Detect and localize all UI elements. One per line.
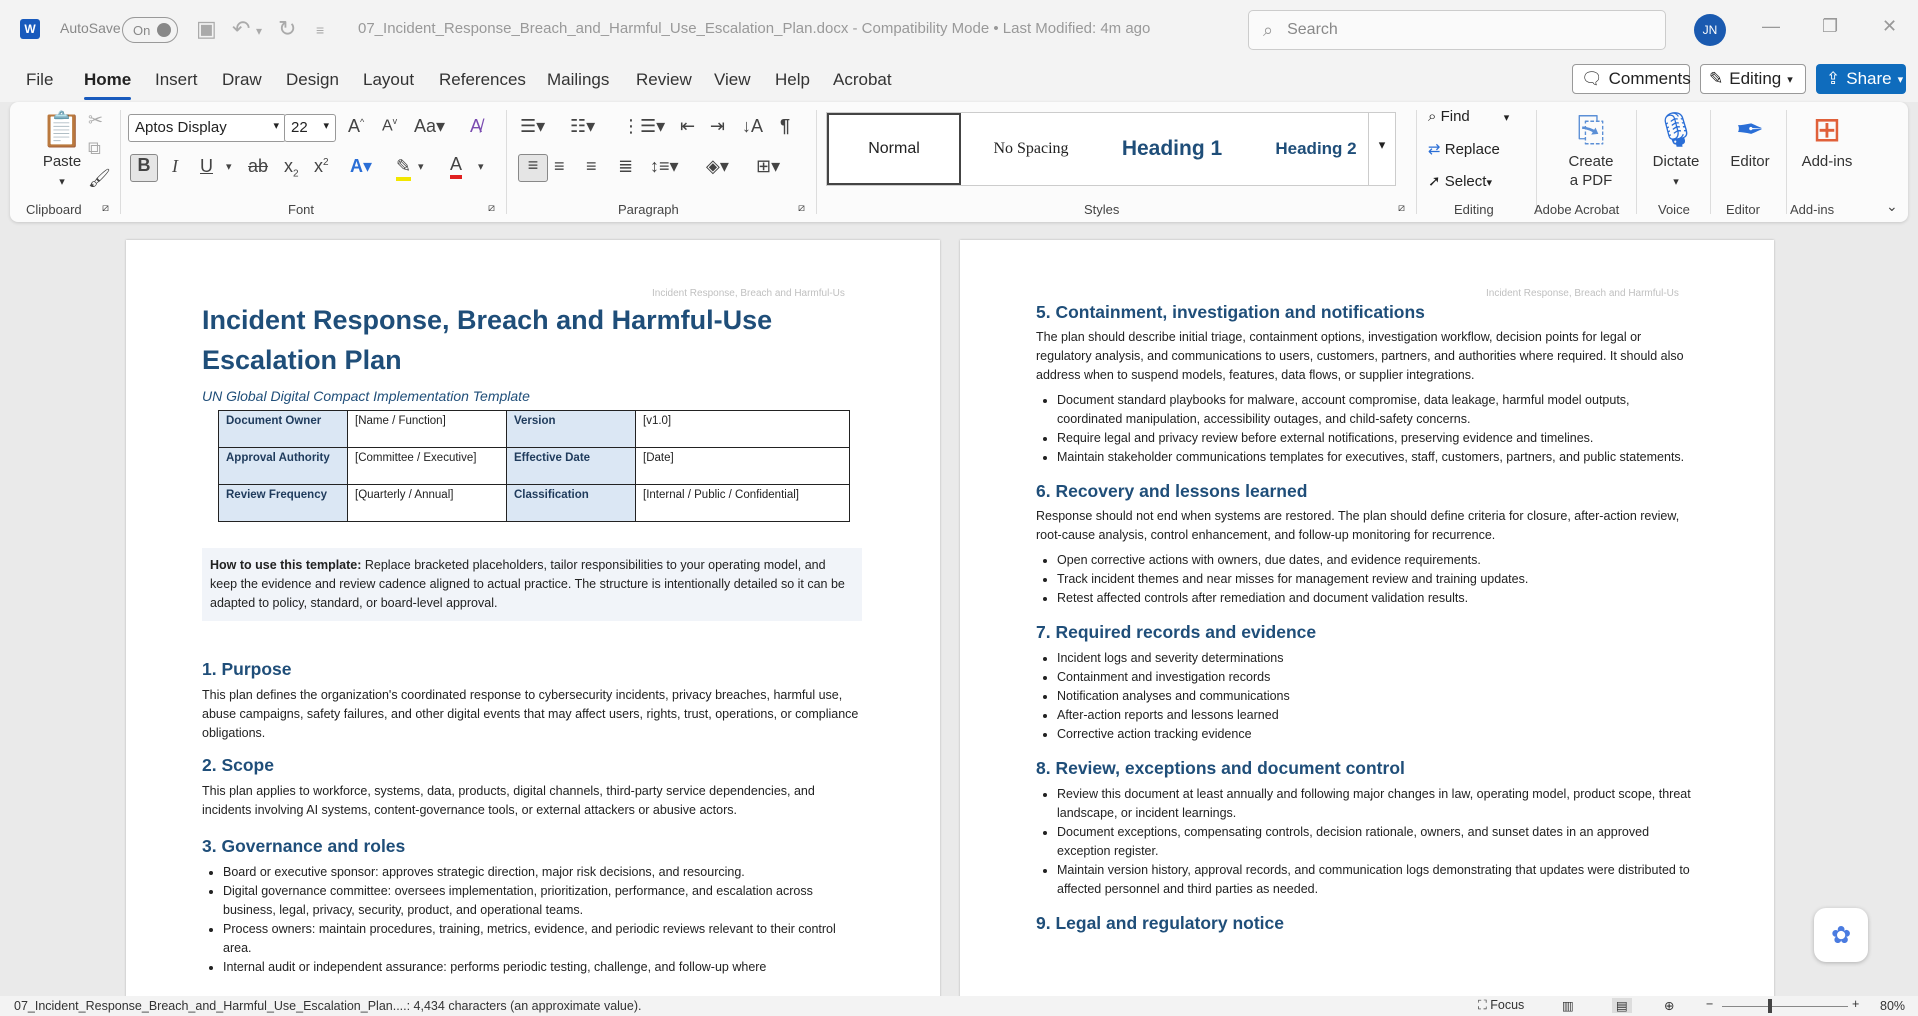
tab-acrobat[interactable]: Acrobat — [833, 70, 892, 89]
autosave-state: On — [133, 22, 151, 38]
table-row — [219, 448, 850, 485]
editing-mode-button[interactable] — [1700, 64, 1806, 94]
word-logo-icon: W — [20, 19, 40, 39]
find-label: Find — [1440, 108, 1470, 125]
numbering-icon[interactable]: ☷▾ — [570, 116, 596, 136]
separator — [1536, 110, 1537, 214]
list-item: • Maintain stakeholder communications templates for executives, staff, customers, partners, and public statements. — [1057, 448, 1696, 467]
word-count-status[interactable]: 07_Incident_Response_Breach_and_Harmful_Use_Escalation_Plan....: 4,434 characters (an approximate value). — [14, 999, 642, 1013]
web-layout-icon[interactable]: ⊕ — [1664, 999, 1675, 1013]
list-item: • Corrective action tracking evidence — [1057, 725, 1696, 744]
zoom-out-icon[interactable]: − — [1706, 997, 1714, 1011]
create-pdf-label: Create — [1568, 153, 1614, 170]
align-center-icon[interactable]: ≡ — [554, 156, 565, 176]
borders-icon[interactable]: ⊞▾ — [756, 156, 781, 176]
chevron-down-icon[interactable]: ▾ — [226, 161, 232, 173]
save-icon[interactable]: ▣ — [196, 16, 217, 41]
table-cell: Document Owner — [219, 411, 348, 448]
autosave-label: AutoSave — [60, 20, 121, 36]
list-item: • Incident logs and severity determinations — [1057, 649, 1696, 668]
replace-label: Replace — [1444, 141, 1500, 158]
pdf-icon: ⎘ — [1577, 111, 1605, 149]
shading-icon[interactable]: ◈▾ — [706, 156, 729, 176]
list-item: • Document exceptions, compensating controls, decision rationale, owners, and sunset dates in an approved exception register. — [1057, 823, 1696, 861]
editor-label: Editor — [1730, 153, 1770, 170]
share-button[interactable] — [1816, 64, 1906, 94]
collapse-ribbon-icon[interactable]: ⌄ — [1886, 198, 1898, 214]
copilot-icon: ✿ — [1830, 921, 1852, 949]
create-pdf-button[interactable] — [1546, 108, 1636, 190]
how-to-label: How to use this template: — [210, 558, 362, 572]
font-name-value: Aptos Display — [135, 119, 227, 136]
editing-group-label: Editing — [1454, 202, 1494, 217]
font-size-value: 22 — [291, 119, 308, 136]
section-heading: 3. Governance and roles — [202, 836, 406, 856]
list-item: • Review this document at least annually and following major changes in law, operating model, product scope, threat landscape, or incident learnings. — [1057, 785, 1696, 823]
list-item: • Require legal and privacy review before external notifications, preserving evidence and timelines. — [1057, 429, 1696, 448]
add-ins-group-label: Add-ins — [1790, 202, 1835, 217]
paragraph-launcher-icon[interactable]: ⧄ — [798, 202, 805, 214]
page-header: Incident Response, Breach and Harmful-Us — [1486, 288, 1679, 299]
section-heading: 6. Recovery and lessons learned — [1036, 481, 1308, 501]
copilot-button[interactable] — [1814, 908, 1868, 962]
list-item: • Digital governance committee: oversees implementation, prioritization, performance, and escalation across business, legal, privacy, security, product, and operational teams. — [223, 882, 862, 920]
document-subtitle: UN Global Digital Compact Implementation Template — [202, 388, 530, 404]
copy-icon[interactable]: ⧉ — [88, 138, 101, 158]
table-cell: [Name / Function] — [348, 411, 507, 448]
read-mode-icon[interactable]: ▥ — [1562, 999, 1574, 1013]
close-icon[interactable]: ✕ — [1882, 16, 1898, 36]
dictate-label: Dictate — [1652, 153, 1700, 170]
section-heading: 2. Scope — [202, 755, 274, 775]
font-launcher-icon[interactable]: ⧄ — [488, 202, 495, 214]
list-item: • Containment and investigation records — [1057, 668, 1696, 687]
document-page-1 — [126, 240, 940, 1000]
styles-group-label: Styles — [1084, 202, 1120, 217]
list-item: • After-action reports and lessons learned — [1057, 706, 1696, 725]
undo-dropdown-icon[interactable]: ▾ — [256, 24, 263, 38]
editor-pen-icon: ✒ — [1735, 111, 1765, 149]
bullet-list — [1036, 391, 1696, 467]
chevron-down-icon: ▾ — [1897, 73, 1904, 86]
focus-label: Focus — [1490, 998, 1525, 1012]
strikethrough-icon[interactable]: ab — [248, 156, 269, 176]
document-title[interactable]: 07_Incident_Response_Breach_and_Harmful_Use_Escalation_Plan.docx - Compatibility Mode • Last Modified: 4m ago — [358, 20, 1151, 37]
multilevel-list-icon[interactable]: ⋮☰▾ — [622, 116, 666, 136]
add-ins-grid-icon: ⊞ — [1812, 111, 1842, 149]
focus-icon: ⛶ — [1478, 998, 1487, 1012]
separator — [506, 110, 507, 214]
acrobat-group-label: Adobe Acrobat — [1534, 202, 1620, 217]
page-header: Incident Response, Breach and Harmful-Us — [652, 288, 845, 299]
list-item: • Board or executive sponsor: approves strategic direction, major risk decisions, and resourcing. — [223, 863, 862, 882]
how-to-note — [202, 548, 862, 621]
zoom-level[interactable]: 80% — [1880, 999, 1906, 1013]
table-cell: Review Frequency — [219, 485, 348, 522]
tab-draw[interactable]: Draw — [222, 70, 262, 89]
table-row — [219, 485, 850, 522]
list-item: • Process owners: maintain procedures, training, metrics, evidence, and periodic reviews relevant to their control area. — [223, 920, 862, 958]
table-row — [219, 411, 850, 448]
share-label: Share — [1846, 69, 1892, 88]
restore-icon[interactable]: ❐ — [1822, 16, 1839, 36]
section-heading: 5. Containment, investigation and notifications — [1036, 302, 1425, 322]
bullet-list — [1036, 649, 1696, 744]
select-label: Select — [1444, 173, 1487, 190]
tab-mailings[interactable]: Mailings — [547, 70, 610, 89]
section-heading: 1. Purpose — [202, 659, 292, 679]
table-cell: [Date] — [636, 448, 850, 485]
paragraph: This plan defines the organization's coordinated response to cybersecurity incidents, privacy breaches, harmful use, abuse campaigns, safety failures, and other digital events that may affect users, rights, trust, operations, or compliance obligations. — [202, 688, 859, 740]
style-heading-1[interactable]: Heading 1 — [1121, 137, 1223, 160]
clipboard-group-label: Clipboard — [26, 202, 82, 217]
focus-button[interactable] — [1478, 998, 1524, 1013]
editor-group-label: Editor — [1726, 202, 1760, 217]
separator — [816, 110, 817, 214]
comments-button[interactable] — [1572, 64, 1690, 94]
tab-insert[interactable]: Insert — [155, 70, 198, 89]
microphone-icon: 🎙 — [1654, 111, 1698, 149]
table-cell: [Internal / Public / Confidential] — [636, 485, 850, 522]
create-pdf-label-2: a PDF — [1569, 172, 1613, 189]
paragraph: Response should not end when systems are restored. The plan should define criteria for closure, after-action review, root-cause analysis, control enhancement, and follow-up monitoring for recurrence. — [1036, 509, 1680, 542]
table-cell: [Quarterly / Annual] — [348, 485, 507, 522]
styles-more-button[interactable] — [1368, 112, 1396, 186]
tab-view[interactable]: View — [714, 70, 751, 89]
chevron-down-icon[interactable]: ▾ — [478, 161, 484, 173]
increase-indent-icon[interactable]: ⇥ — [710, 116, 726, 136]
tab-home[interactable]: Home — [84, 70, 132, 89]
italic-icon[interactable]: I — [172, 156, 178, 176]
styles-launcher-icon[interactable]: ⧄ — [1398, 202, 1405, 214]
tab-layout[interactable]: Layout — [363, 70, 415, 89]
customize-toolbar-icon[interactable]: ≡ — [316, 22, 325, 38]
chevron-down-icon[interactable]: ▾ — [418, 161, 424, 173]
status-bar — [0, 996, 1918, 1016]
list-item: • Notification analyses and communications — [1057, 687, 1696, 706]
paragraph-group-label: Paragraph — [618, 202, 679, 217]
list-item: • Maintain version history, approval records, and communication logs demonstrating that updates were distributed to affected personnel and third parties as needed. — [1057, 861, 1696, 899]
title-bar — [0, 0, 1918, 58]
grow-font-icon[interactable]: A^ — [348, 116, 365, 136]
search-box[interactable] — [1248, 10, 1666, 50]
chevron-down-icon: ▾ — [1503, 112, 1510, 124]
show-formatting-icon[interactable]: ¶ — [780, 116, 791, 136]
highlight-icon[interactable]: ✎ — [396, 156, 411, 181]
style-heading-2[interactable]: Heading 2 — [1275, 139, 1357, 158]
editing-label: Editing — [1729, 69, 1782, 88]
section-heading: 9. Legal and regulatory notice — [1036, 913, 1284, 933]
align-left-icon[interactable]: ≡ — [518, 154, 548, 182]
replace-icon: ⇄ — [1428, 141, 1441, 158]
undo-icon[interactable]: ↶ — [232, 16, 251, 41]
section-heading: 7. Required records and evidence — [1036, 622, 1317, 642]
clipboard-launcher-icon[interactable]: ⧄ — [102, 202, 109, 214]
font-group-label: Font — [288, 202, 315, 217]
list-item: • Open corrective actions with owners, due dates, and evidence requirements. — [1057, 551, 1696, 570]
font-size-select[interactable] — [284, 114, 336, 142]
tab-design[interactable]: Design — [286, 70, 339, 89]
comment-icon: 🗨 — [1581, 69, 1603, 88]
zoom-slider-handle[interactable] — [1768, 999, 1772, 1013]
bold-icon[interactable]: B — [130, 154, 158, 182]
bullet-list — [1036, 785, 1696, 899]
text-effects-icon[interactable]: A▾ — [350, 156, 373, 176]
table-cell: [v1.0] — [636, 411, 850, 448]
separator — [1786, 110, 1787, 214]
print-layout-icon[interactable]: ▤ — [1612, 998, 1632, 1013]
font-name-select[interactable] — [128, 114, 286, 142]
table-cell: Effective Date — [507, 448, 636, 485]
table-cell: Classification — [507, 485, 636, 522]
voice-group-label: Voice — [1658, 202, 1690, 217]
tab-review[interactable]: Review — [636, 70, 692, 89]
how-to-text: Replace bracketed placeholders, tailor responsibilities to your operating model, and keep the evidence and review cadence aligned to actual practice. The structure is intentionally detailed so it can be adapted to policy, standard, or board-level approval. — [210, 558, 845, 610]
select-button[interactable] — [1428, 172, 1492, 190]
font-color-icon[interactable]: A — [450, 154, 462, 179]
list-item: • Document standard playbooks for malware, account compromise, data leakage, harmful model outputs, coordinated manipulation, accessibility outages, and child-safety concerns. — [1057, 391, 1696, 429]
paste-button[interactable]: 📋 Paste ▾ — [30, 108, 94, 192]
document-page-2 — [960, 240, 1774, 1000]
bullet-list — [202, 863, 862, 977]
change-case-icon[interactable]: Aa▾ — [414, 116, 446, 136]
comments-label: Comments — [1608, 69, 1691, 88]
table-cell: Approval Authority — [219, 448, 348, 485]
search-icon: ⌕ — [1263, 19, 1274, 40]
cursor-icon: ➚ — [1428, 173, 1441, 190]
metadata-table — [218, 410, 850, 522]
align-right-icon[interactable]: ≡ — [586, 156, 597, 176]
separator — [120, 110, 121, 214]
zoom-slider-track[interactable] — [1722, 1006, 1848, 1007]
add-ins-label: Add-ins — [1801, 153, 1853, 170]
chevron-down-icon: ▾ — [1378, 137, 1386, 152]
separator — [1416, 110, 1417, 214]
list-item: • Track incident themes and near misses for management review and training updates. — [1057, 570, 1696, 589]
styles-gallery — [826, 112, 1386, 186]
document-title-line-2: Escalation Plan — [202, 345, 402, 375]
share-icon: ⇪ — [1826, 69, 1841, 88]
paragraph: This plan applies to workforce, systems, data, products, digital channels, third-party service dependencies, and incidents involving AI systems, content-governance tools, or external attackers or abusive actors. — [202, 784, 815, 817]
cut-icon[interactable]: ✂ — [88, 110, 104, 130]
clipboard-icon: 📋 — [40, 111, 84, 149]
chevron-down-icon: ▾ — [323, 120, 329, 132]
list-item: • Retest affected controls after remediation and document validation results. — [1057, 589, 1696, 608]
find-button[interactable] — [1428, 108, 1509, 125]
underline-icon[interactable]: U — [200, 156, 213, 176]
subscript-icon[interactable]: $x_2$ — [284, 156, 299, 180]
search-placeholder: Search — [1287, 21, 1338, 38]
editor-button[interactable] — [1718, 108, 1782, 171]
tab-help[interactable]: Help — [775, 70, 810, 89]
justify-icon[interactable]: ≣ — [618, 156, 634, 176]
add-ins-button[interactable] — [1792, 108, 1862, 171]
avatar[interactable]: JN — [1694, 14, 1726, 46]
dictate-button[interactable]: 🎙 Dictate ▾ — [1646, 108, 1706, 192]
section-heading: 8. Review, exceptions and document control — [1036, 758, 1405, 778]
superscript-icon[interactable]: $x^2$ — [314, 156, 329, 176]
chevron-down-icon: ▾ — [1486, 177, 1492, 189]
pencil-icon: ✎ — [1709, 69, 1724, 88]
paragraph: The plan should describe initial triage, containment options, investigation workflow, decision points for legal or regulatory analysis, and communications to users, customers, partners, and authorities where required. It should also address when to suspend models, features, data flows, or supplier integrations. — [1036, 330, 1684, 382]
shrink-font-icon[interactable]: $A^v$ — [382, 116, 398, 135]
line-spacing-icon[interactable]: ↕≡▾ — [650, 156, 679, 176]
chevron-down-icon: ▾ — [1787, 73, 1793, 86]
table-cell: [Committee / Executive] — [348, 448, 507, 485]
separator — [1710, 110, 1711, 214]
tab-file[interactable]: File — [26, 70, 54, 89]
document-title-line-1: Incident Response, Breach and Harmful-Use — [202, 305, 773, 335]
separator — [1636, 110, 1637, 214]
paste-label: Paste — [42, 153, 82, 170]
zoom-in-icon[interactable]: + — [1852, 997, 1860, 1011]
redo-icon[interactable]: ↻ — [278, 16, 297, 41]
search-icon: ⌕ — [1428, 108, 1437, 125]
chevron-down-icon: ▾ — [273, 120, 279, 132]
autosave-toggle[interactable] — [122, 17, 178, 43]
bullet-list — [1036, 551, 1696, 608]
tab-references[interactable]: References — [439, 70, 526, 89]
clear-formatting-icon[interactable]: A̸ — [470, 116, 483, 136]
minimize-icon[interactable]: — — [1762, 16, 1780, 36]
ribbon — [10, 102, 1908, 222]
format-painter-icon[interactable]: 🖌 — [88, 168, 111, 188]
bullets-icon[interactable]: ☰▾ — [520, 116, 546, 136]
decrease-indent-icon[interactable]: ⇤ — [680, 116, 696, 136]
table-cell: Version — [507, 411, 636, 448]
sort-icon[interactable]: ↓A — [742, 116, 764, 136]
list-item: • Internal audit or independent assurance: performs periodic testing, challenge, and follow-up where — [223, 958, 862, 977]
style-no-spacing[interactable]: No Spacing — [993, 140, 1069, 157]
style-normal[interactable]: Normal — [827, 113, 961, 185]
replace-button[interactable] — [1428, 140, 1500, 158]
